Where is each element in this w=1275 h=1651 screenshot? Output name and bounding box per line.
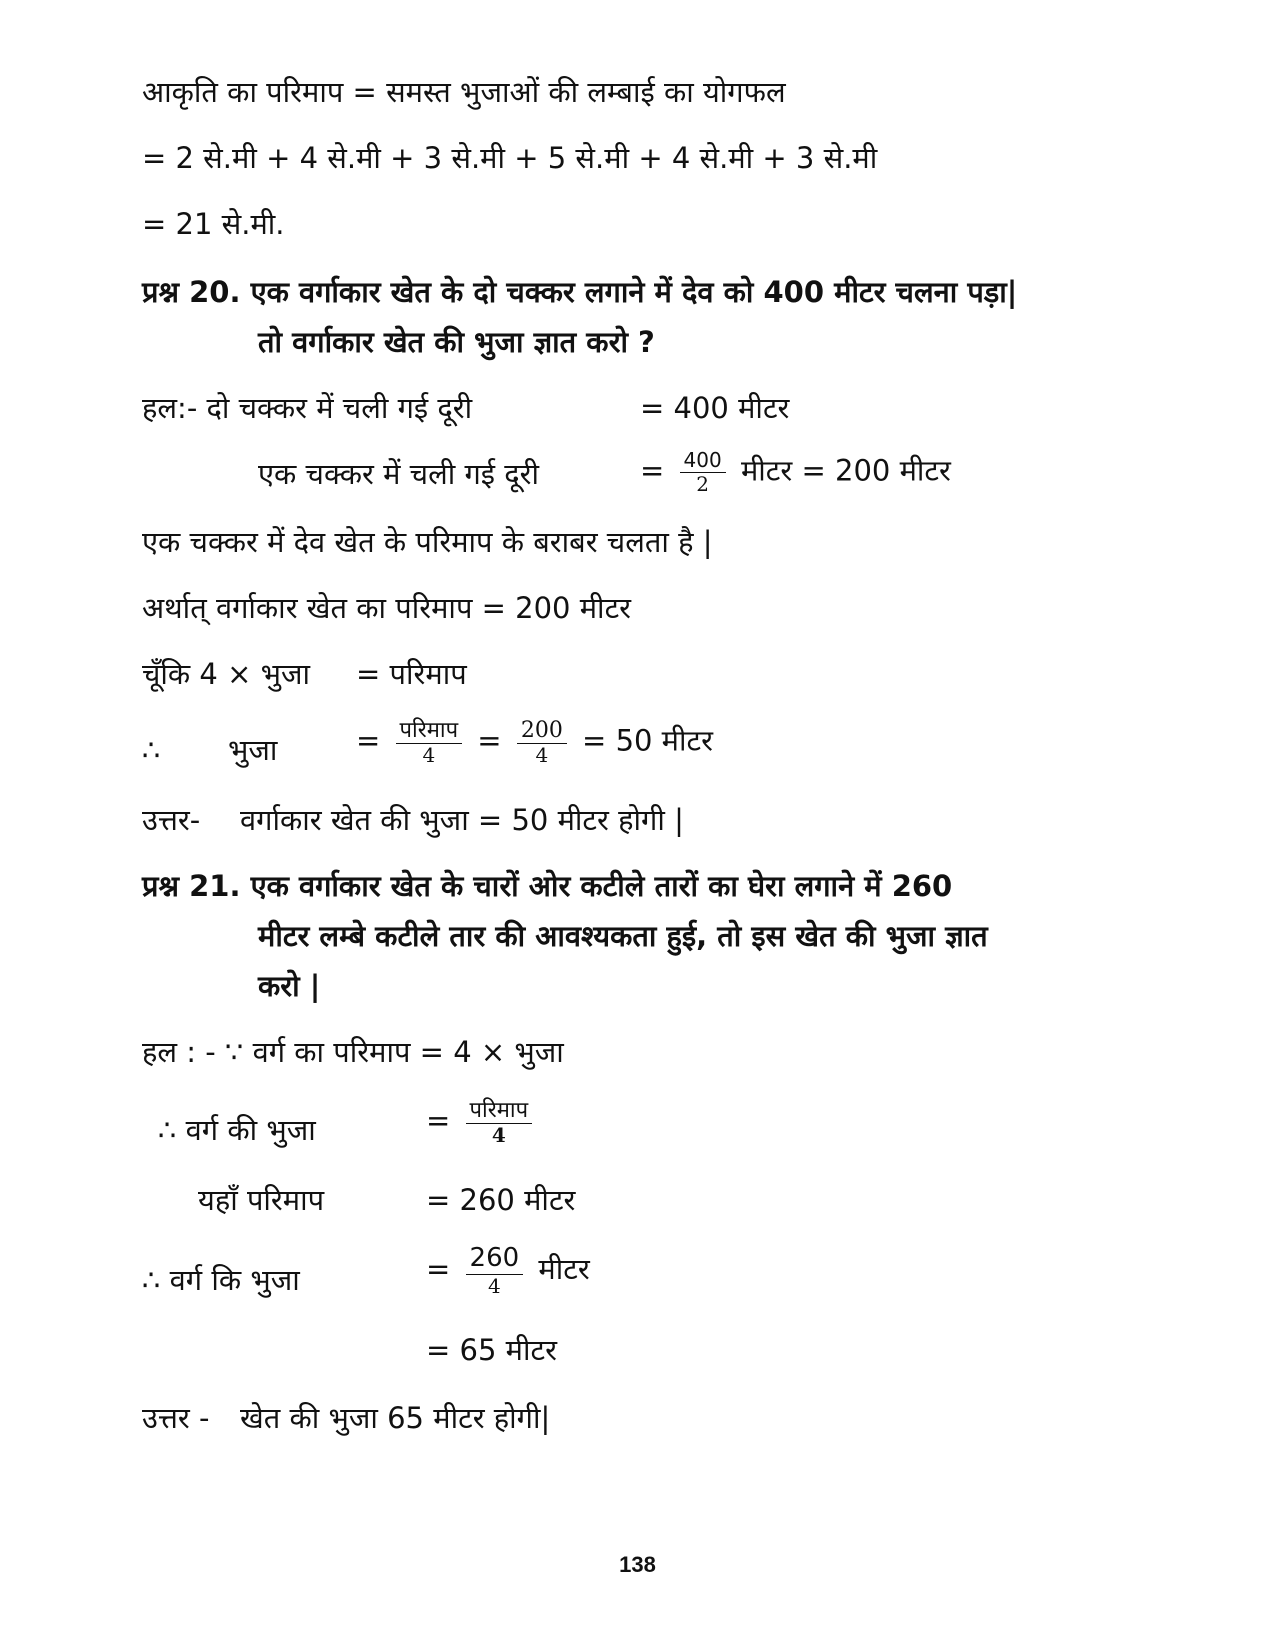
q20-answer-text: वर्गाकार खेत की भुजा = 50 मीटर होगी | xyxy=(240,803,684,837)
q20-answer-label: उत्तर- xyxy=(142,803,201,837)
question-20-title: प्रश्न 20. एक वर्गाकार खेत के दो चक्कर लगाने में देव को 400 मीटर चलना पड़ा| xyxy=(142,275,1018,309)
q21-step-1: हल : - ∵ वर्ग का परिमाप = 4 × भुजा xyxy=(142,1035,564,1069)
fraction-numerator: 260 xyxy=(466,1244,524,1275)
fraction-denominator: 4 xyxy=(491,1123,506,1148)
therefore-symbol: ∴ xyxy=(142,733,161,767)
fraction-denominator: 4 xyxy=(487,1273,501,1298)
fraction-perimeter-4 xyxy=(396,718,463,767)
q20-step-2-label: एक चक्कर में चली गई दूरी xyxy=(258,457,540,491)
perimeter-sum-values: = 2 से.मी + 4 से.मी + 3 से.मी + 5 से.मी + 4 से.मी + 3 से.मी xyxy=(142,141,878,175)
q20-step-5-label: चूँकि 4 × भुजा xyxy=(142,657,311,691)
q21-step-4-unit: मीटर xyxy=(538,1251,590,1286)
question-21-title-cont: मीटर लम्बे कटीले तार की आवश्यकता हुई, तो इस खेत की भुजा ज्ञात xyxy=(258,919,988,953)
equals-sign: = xyxy=(426,1251,451,1286)
equals-sign: = xyxy=(477,723,502,758)
fraction-denominator: 4 xyxy=(422,743,436,768)
q20-step-2-expression xyxy=(640,449,951,496)
equals-sign: = xyxy=(426,1103,451,1138)
q20-step-1-label: हल:- दो चक्कर में चली गई दूरी xyxy=(142,391,473,425)
fraction-perimeter-4 xyxy=(466,1098,533,1147)
q21-step-5-value: = 65 मीटर xyxy=(426,1333,557,1367)
fraction-numerator: परिमाप xyxy=(396,718,463,744)
fraction-numerator: 400 xyxy=(680,449,726,473)
q20-step-1-value: = 400 मीटर xyxy=(640,391,790,425)
perimeter-sum-result: = 21 से.मी. xyxy=(142,207,285,241)
fraction-numerator: 200 xyxy=(517,718,567,744)
fraction-denominator: 4 xyxy=(535,743,549,768)
q21-step-2-expression xyxy=(426,1098,538,1147)
q20-step-6-expression xyxy=(356,718,713,767)
q21-step-2-label: ∴ वर्ग की भुजा xyxy=(158,1113,316,1147)
q21-step-3-value: = 260 मीटर xyxy=(426,1183,576,1217)
q20-step-4: अर्थात् वर्गाकार खेत का परिमाप = 200 मीटर xyxy=(142,591,632,625)
equals-sign: = xyxy=(640,453,665,488)
question-21-title-end: करो | xyxy=(258,969,321,1003)
question-20-title-cont: तो वर्गाकार खेत की भुजा ज्ञात करो ? xyxy=(258,325,655,359)
perimeter-sum-line: आकृति का परिमाप = समस्त भुजाओं की लम्बाई का योगफल xyxy=(142,75,786,109)
page-number: 138 xyxy=(619,1552,656,1577)
question-21-title: प्रश्न 21. एक वर्गाकार खेत के चारों ओर कटीले तारों का घेरा लगाने में 260 xyxy=(142,869,953,903)
q20-step-3: एक चक्कर में देव खेत के परिमाप के बराबर चलता है | xyxy=(142,525,713,559)
q20-step-6-label: भुजा xyxy=(228,733,278,767)
q21-answer-label: उत्तर - xyxy=(142,1401,210,1435)
fraction-260-4 xyxy=(466,1244,524,1298)
q21-step-3-label: यहाँ परिमाप xyxy=(198,1183,325,1217)
q21-step-4-expression xyxy=(426,1244,590,1298)
q21-step-4-label: ∴ वर्ग कि भुजा xyxy=(142,1263,300,1297)
q21-answer-text: खेत की भुजा 65 मीटर होगी| xyxy=(240,1401,551,1435)
q20-step-6-result: = 50 मीटर xyxy=(582,723,714,758)
fraction-200-4 xyxy=(517,718,567,767)
fraction-400-2 xyxy=(680,449,726,496)
q20-step-5-value: = परिमाप xyxy=(356,657,467,691)
fraction-numerator: परिमाप xyxy=(466,1098,533,1124)
fraction-denominator: 2 xyxy=(696,472,709,496)
equals-sign: = xyxy=(356,723,381,758)
q20-step-2-result: मीटर = 200 मीटर xyxy=(740,453,951,488)
